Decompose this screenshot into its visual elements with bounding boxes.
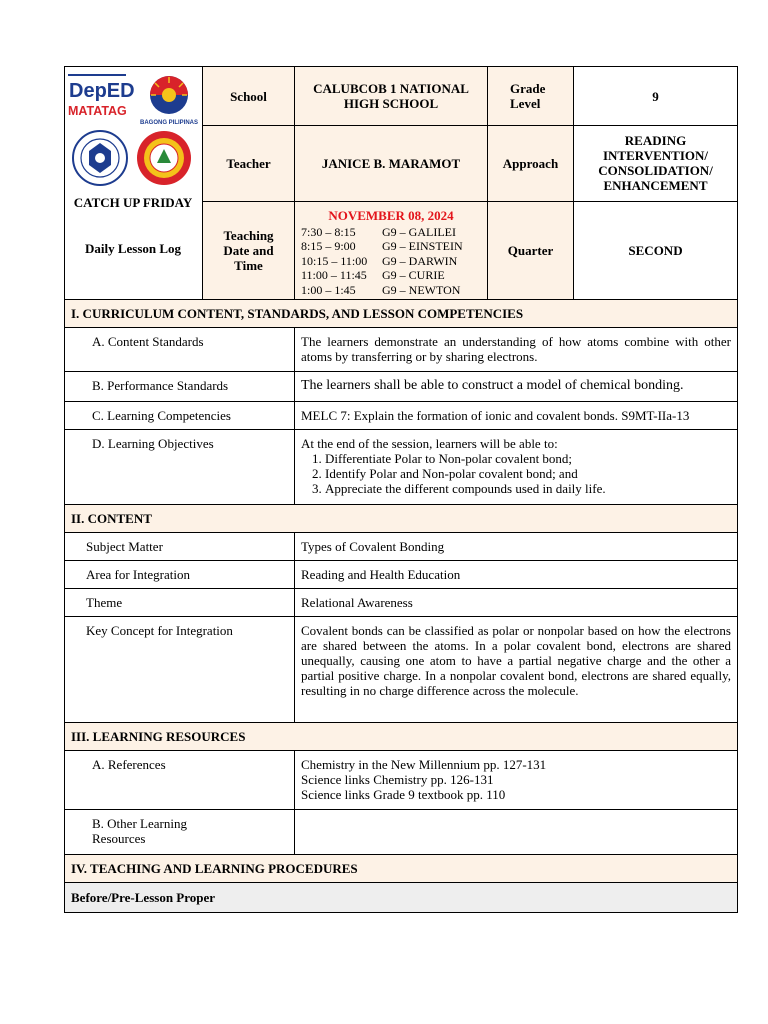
references-label: A. References	[65, 751, 295, 810]
subject-matter-label: Subject Matter	[65, 533, 295, 561]
references-cell	[295, 751, 738, 810]
quarter-value: SECOND	[574, 201, 738, 299]
schedule-list	[301, 225, 487, 298]
grade-level-value: 9	[574, 67, 738, 126]
section-procedures-title: IV. TEACHING AND LEARNING PROCEDURES	[65, 855, 738, 883]
performance-standards-value: The learners shall be able to construct a model of chemical bonding.	[295, 372, 738, 402]
reference-item: Science links Grade 9 textbook pp. 110	[301, 787, 506, 802]
svg-text:BAGONG PILIPINAS: BAGONG PILIPINAS	[139, 120, 199, 126]
content-standards-label: A. Content Standards	[65, 328, 295, 372]
teacher-value: JANICE B. MARAMOT	[295, 126, 488, 201]
other-resources-value	[295, 810, 738, 855]
approach-label: Approach	[488, 126, 574, 201]
subject-matter-value: Types of Covalent Bonding	[295, 533, 738, 561]
catch-up-friday-title: CATCH UP FRIDAY	[73, 195, 193, 210]
teacher-label: Teacher	[203, 126, 295, 201]
other-resources-label: B. Other Learning Resources	[65, 810, 295, 855]
learning-competencies-value: MELC 7: Explain the formation of ionic and covalent bonds. S9MT-IIa-13	[295, 402, 738, 430]
schedule-row: 8:15 – 9:00 G9 – EINSTEIN	[301, 239, 463, 254]
school-seal-icon	[135, 129, 193, 187]
lesson-log-page	[64, 66, 737, 913]
objectives-intro: At the end of the session, learners will be able to:	[301, 436, 558, 451]
area-integration-value: Reading and Health Education	[295, 561, 738, 589]
deped-logo	[67, 73, 135, 121]
learning-competencies-label: C. Learning Competencies	[65, 402, 295, 430]
schedule-row: 1:00 – 1:45 G9 – NEWTON	[301, 282, 461, 297]
performance-standards-label: B. Performance Standards	[65, 372, 295, 402]
learning-objectives-cell	[295, 430, 738, 505]
theme-value: Relational Awareness	[295, 589, 738, 617]
reference-item: Chemistry in the New Millennium pp. 127-131	[301, 757, 547, 772]
reference-item: Science links Chemistry pp. 126-131	[301, 772, 494, 787]
quarter-label: Quarter	[488, 201, 574, 299]
key-concept-value: Covalent bonds can be classified as polar or nonpolar based on how the electrons are shared between the atoms. In a polar covalent bond, electrons are shared unequally, causing one atom to have a partial negative charge and the other a partial positive charge. In a nonpolar covalent bond, electrons are shared equally, resulting in no charge difference across the molecule.	[295, 617, 738, 723]
content-standards-value: The learners demonstrate an understanding of how atoms combine with other atoms by transferring or by sharing electrons.	[295, 328, 738, 372]
logo-cell	[65, 67, 203, 300]
section-content-title: II. CONTENT	[65, 505, 738, 533]
daily-lesson-log-title: Daily Lesson Log	[84, 241, 182, 256]
key-concept-label: Key Concept for Integration	[65, 617, 295, 723]
teaching-date-label: Teaching Date and Time	[203, 201, 295, 299]
bagong-pilipinas-logo	[137, 71, 201, 127]
area-integration-label: Area for Integration	[65, 561, 295, 589]
objectives-list	[301, 451, 731, 496]
before-pre-lesson-label: Before/Pre-Lesson Proper	[65, 883, 738, 913]
schedule-row: 7:30 – 8:15 G9 – GALILEI	[301, 224, 456, 239]
objective-item: 2. Identify Polar and Non-polar covalent bond; and	[325, 466, 731, 481]
school-value: CALUBCOB 1 NATIONAL HIGH SCHOOL	[295, 67, 488, 126]
header-table	[64, 66, 738, 300]
section-resources-title: III. LEARNING RESOURCES	[65, 723, 738, 751]
approach-value: READING INTERVENTION/ CONSOLIDATION/ ENHANCEMENT	[574, 126, 738, 201]
grade-level-label: Grade Level	[488, 67, 574, 126]
objective-item: 3. Appreciate the different compounds used in daily life.	[325, 481, 731, 496]
deped-seal-icon	[71, 129, 129, 187]
schedule-row: 11:00 – 11:45 G9 – CURIE	[301, 268, 445, 283]
theme-label: Theme	[65, 589, 295, 617]
objective-item: 1. Differentiate Polar to Non-polar covalent bond;	[325, 451, 731, 466]
school-label: School	[203, 67, 295, 126]
learning-objectives-label: D. Learning Objectives	[65, 430, 295, 505]
lesson-body-table	[64, 299, 738, 913]
svg-text:DepED: DepED	[69, 80, 135, 102]
section-curriculum-title: I. CURRICULUM CONTENT, STANDARDS, AND LESSON COMPETENCIES	[65, 300, 738, 328]
lesson-date: NOVEMBER 08, 2024	[328, 207, 454, 223]
teaching-date-cell	[295, 201, 488, 299]
svg-text:MATATAG: MATATAG	[68, 104, 127, 118]
schedule-row: 10:15 – 11:00 G9 – DARWIN	[301, 253, 458, 268]
